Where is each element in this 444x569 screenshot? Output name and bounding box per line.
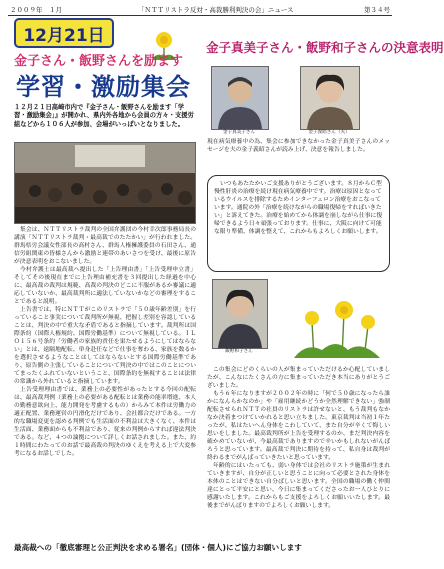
kaneko-photo-image (212, 67, 268, 129)
iino-photo (212, 279, 268, 349)
kaneko-supporter-photo (300, 66, 360, 130)
right-paragraph: この集会にどのくらいの人が集まっていただけるか心配していましたが、こんなにたくさんの方に集まっていただき本当にありがとうございました。 (207, 367, 390, 389)
subtitle: 金子さん・飯野さんを励ます (14, 54, 184, 69)
date-banner: 12月21日 (14, 18, 114, 48)
left-column (14, 226, 196, 458)
dandelion-cluster-icon (292, 300, 384, 358)
left-paragraph: 集会は、ＮＴＴリストラ裁判の全国弁護団の今村幸次郎事務局長の講演「ＮＴＴリストラ裁判・最高裁でのたたかい」が行われました。群馬県労会議女性部長の高村さん、群馬人権擁護委員の石田さん、通信労組関東の皆様さんから激励と連帯のあいさつを受け、最後に原告が決意表明をおこないました。 (14, 227, 196, 265)
intro-text: １２月２１日高崎市内で『金子さん・飯野さんを励ます「学習・激励集会」』が開かれ、県内外各地から会員の方々・支援労組などから１０６人が参加、会場がいっぱいとなりました。 (14, 104, 194, 128)
message-box-text: いつもあたたかいご支援ありがとうございます。８月からＣ型慢性肝炎の治療を続け現在病気療養中です。治療は原因となっているウイルスを排除するためインターフェロン治療をおこなっています。通院の外「治療を続けながらの職場復帰をすればいきたい」と訴えてきた。治療を始めてから体調を崩しながら仕事に復帰できるよう日々頑張っております。仕事に、大阪に向けて可能な限り準備、体調を整えて、これからもよろしくお願いします。 (214, 181, 383, 235)
header-issue: 第３４号 (364, 6, 390, 14)
right-column (207, 366, 390, 510)
newsletter-header (8, 3, 392, 16)
kaneko-caption: 金子真美子さん (222, 130, 256, 135)
right-paragraph: もう６年になりますが２００２年の時に「何で５０歳になったら誰かになんらかなのか」や「雇用継続かどうか全然理解できない」強制配転させられＮＴＴの社員のリストラは許せないと、もう裁判もなかなか決着まつけていかれると思い立ちました。東京裁判は当初１年たったが、私はたいへん身体をこわしていて、また自分が辛くて悔しい思いをしました。最高裁判所が上告を受理するのか、まだ判決内容を確かめていないが、今最高裁でありますので辛いかもしれないがんばろうと思っています。最高裁で判決に期待を持って、私自身は裁判が終わるまでがんばっていきたいと思っています。 (207, 391, 390, 461)
iino-photo-image (213, 280, 267, 348)
message-box (207, 175, 390, 272)
footer-appeal: 最高裁への「徹底審理と公正判決を求める署名」(団体・個人)にご協力お願いします (14, 543, 302, 552)
left-paragraph: 上告受理理由書では、業務上の必要性があったとする今回の配転は、最高裁判例（業務上の必要がある配転とは業務の能率増進、本人の勤務意欲向上、能力開発を考慮するもの）からみて本件は労働力の適正配置、業務運営の円滑化だけであり、会社都合だけである。一方的な職場変更を認める判例でも生活面の不利益は大きくなく、本件は生活面、業務面からも不利益であり、従来の判例からすれば違法判決である。など、４つの論拠について詳しくお話されました。また、約１時間にわたってのお話で最高裁の判決のゆくえを考える上で大変参考になるお話しでした。 (14, 387, 196, 457)
meeting-photo (14, 142, 196, 224)
left-paragraph: 今村弁護士は最高裁へ提出した「上告理由書」「上告受理申立書」そしてその後現在までに上告理由補充書を３回提出した経過を中心に、最高裁の裁判は規範、高裁の判決のどこに不服があるか審議に適応していないか、最高裁判所に適法していないかなどの審理をすることであると説明。 (14, 267, 196, 305)
header-date: ２００９年 １月 (10, 6, 62, 14)
meeting-photo-image (15, 143, 195, 223)
right-title: 金子真美子さん・飯野和子さんの決意表明 (206, 40, 444, 55)
kaneko-supporter-photo-image (301, 67, 359, 129)
headline: 学習・激励集会 (16, 72, 191, 101)
left-paragraph: 上告書では、特にＮＴＴがこのリストラで「５０歳年齢差別」を行っていること事実について裁判所が無視、把握し差別を容認していることは、判決の中で重大な矛盾であると指摘しています。裁判所は国際条約（国際人権規約、国際労働基準）について無視している。ＩＬＯ１５６号条約「労働者の家族的責任を果たせるようにしてはならない」とは、遠隔地配転、単身赴任などで仕事を奪わる、家族を数るかを選択させるようなことはしてはならないとする国際労働基準であり、原告側の主張していることについて判決の中ではこのことについてまったくふれていないということ、国際条約を無視することは法律の常識から外れていると指摘しています。 (14, 307, 196, 385)
kaneko-supporter-caption: 金子義昭さん（夫） (308, 130, 350, 135)
kaneko-photo (211, 66, 269, 130)
iino-caption: 飯野和子さん (225, 349, 253, 354)
right-paragraph: 年齢的にはいたっても、弱い身体では会社のリストラ施策が生まれていきますが、自分が正しいと思うことに向って必要とされた身体を本体のことはできない自分ばしいと思います。全国の職場の働く仲間達にとって平安にと思い、今日に集まってくださったお一人ひとりに感謝いたします。これからもご支援をよろしくお願いいたします。最後までがんばりますのでよろしくお願いします。 (207, 463, 390, 509)
header-name: 「ＮＴＴリストラ反対・高裁勝利判決の会」ニュース (138, 6, 294, 14)
right-top-text: 現在病気療養中の為、集会に参加できなかった金子真美子さんのメッセージを夫の金子義昭さんが読み上げ、決意を報告しました。 (207, 139, 390, 153)
